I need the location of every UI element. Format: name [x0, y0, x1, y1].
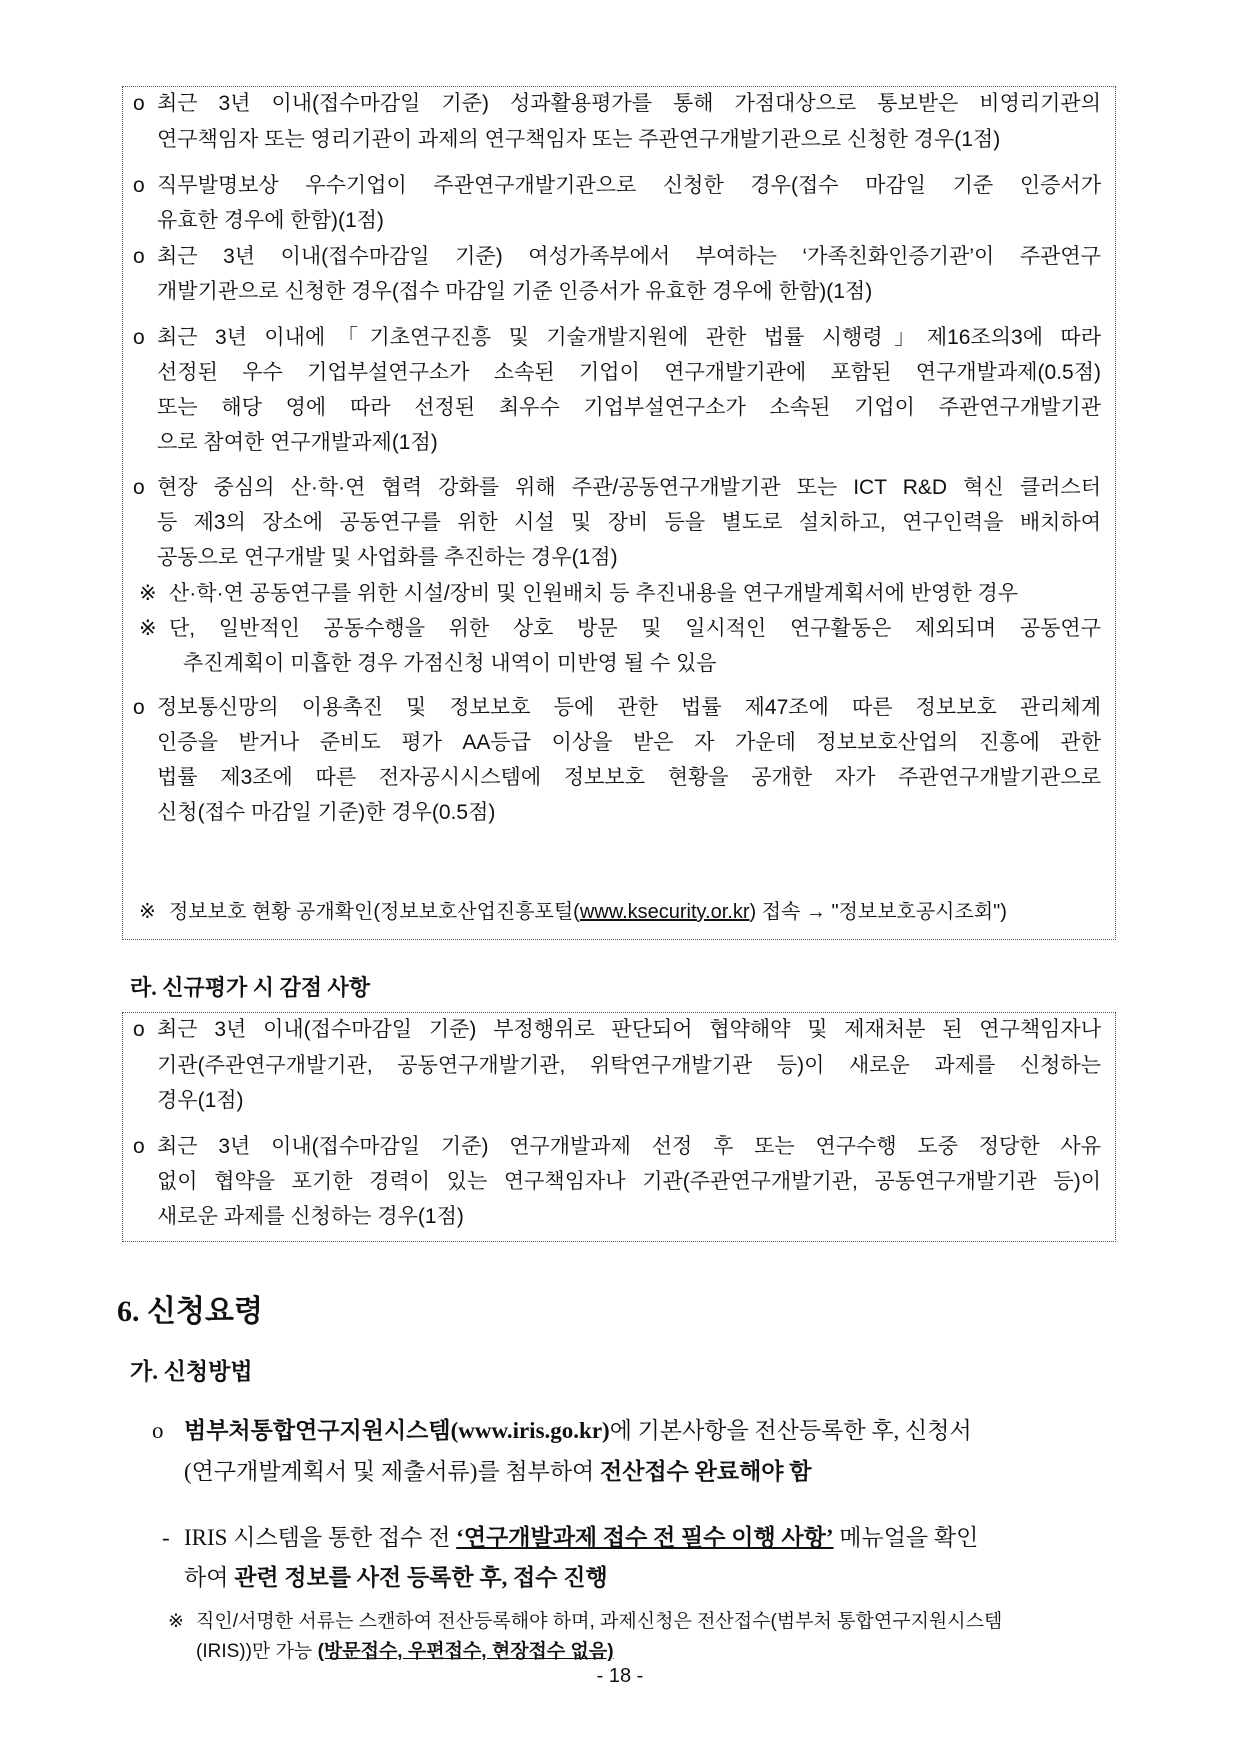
iris-system-name: 범부처통합연구지원시스템(www.iris.go.kr) [184, 1418, 610, 1443]
bullet: o [133, 326, 145, 349]
electronic-submission-required: 전산접수 완료해야 함 [600, 1459, 812, 1484]
line-text: 현장 중심의 산·학·연 협력 강화를 위해 주관/공동연구개발기관 또는 ICT R&D 혁신 클러스터 [157, 476, 1101, 499]
line-text: 경우(1점) [157, 1089, 244, 1112]
pre-registration-note: 관련 정보를 사전 등록한 후, 접수 진행 [234, 1565, 608, 1590]
subsection-ga-title: 가. 신청방법 [130, 1359, 253, 1384]
line-text: 최근 3년 이내(접수마감일 기준) 연구개발과제 선정 후 또는 연구수행 도중 정당한 사유 [157, 1135, 1101, 1158]
page-number: - 18 - [596, 1665, 644, 1687]
penalty-box [122, 1012, 1116, 1242]
line-text: 법률 제3조에 따른 전자공시시스템에 정보보호 현황을 공개한 자가 주관연구개발기관으로 [157, 766, 1101, 789]
line-text: 개발기관으로 신청한 경우(접수 마감일 기준 인증서가 유효한 경우에 한함)(1점) [157, 280, 873, 303]
line-text: 추진계획이 미흡한 경우 가점신청 내역이 미반영 될 수 있음 [183, 652, 717, 675]
line-text: 최근 3년 이내에「기초연구진흥 및 기술개발지원에 관한 법률 시행령」제16조의3에 따라 [157, 326, 1101, 349]
line-text: 기관(주관연구개발기관, 공동연구개발기관, 위탁연구개발기관 등)이 새로운 과제를 신청하는 [157, 1054, 1101, 1077]
line-text: 등 제3의 장소에 공동연구를 위한 시설 및 장비 등을 별도로 설치하고, 연구인력을 배치하여 [157, 511, 1101, 534]
manual-title: ‘연구개발과제 접수 전 필수 이행 사항’ [456, 1525, 834, 1550]
line-text: 최근 3년 이내(접수마감일 기준) 여성가족부에서 부여하는 ‘가족친화인증기관’이 주관연구 [157, 245, 1101, 268]
line-text: 최근 3년 이내(접수마감일 기준) 부정행위로 판단되어 협약해약 및 제재처분 된 연구책임자나 [157, 1018, 1101, 1041]
line-text: 산·학·연 공동연구를 위한 시설/장비 및 인원배치 등 추진내용을 연구개발계획서에 반영한 경우 [169, 582, 1019, 605]
ksecurity-link[interactable]: www.ksecurity.or.kr [579, 901, 750, 923]
line-text: 또는 해당 영에 따라 선정된 최우수 기업부설연구소가 소속된 기업이 주관연구개발기관 [157, 396, 1101, 419]
line-text: 단, 일반적인 공동수행을 위한 상호 방문 및 일시적인 연구활동은 제외되며 공동연구 [169, 617, 1101, 640]
bullet: o [152, 1418, 164, 1443]
bullet: o [133, 174, 145, 197]
line-text: 인증을 받거나 준비도 평가 AA등급 이상을 받은 자 가운데 정보보호산업의 진흥에 관한 [157, 731, 1101, 754]
section-ra-title: 라. 신규평가 시 감점 사항 [130, 975, 371, 1000]
dash-bullet: - [162, 1525, 170, 1550]
line-text: 최근 3년 이내(접수마감일 기준) 성과활용평가를 통해 가점대상으로 통보받은 비영리기관의 [157, 92, 1101, 115]
bullet: o [133, 476, 145, 499]
no-offline-submission: (방문접수, 우편접수, 현장접수 없음) [317, 1641, 614, 1662]
line-text: 정보통신망의 이용촉진 및 정보보호 등에 관한 법률 제47조에 따른 정보보호 관리체계 [157, 696, 1101, 719]
bullet: o [133, 1018, 145, 1041]
line-text: 선정된 우수 기업부설연구소가 소속된 기업이 연구개발기관에 포함된 연구개발과제(0.5점) [157, 361, 1101, 384]
bullet: o [133, 92, 145, 115]
section-6-title: 6. 신청요령 [117, 1295, 263, 1328]
bullet: o [133, 1135, 145, 1158]
line-text: 으로 참여한 연구개발과제(1점) [157, 431, 438, 454]
line-text: 유효한 경우에 한함)(1점) [157, 209, 384, 232]
line-text: 새로운 과제를 신청하는 경우(1점) [157, 1205, 464, 1228]
note-mark: ※ [139, 617, 157, 640]
note-mark: ※ [168, 1611, 184, 1632]
line-text: 신청(접수 마감일 기준)한 경우(0.5점) [157, 801, 496, 824]
line-text: 직무발명보상 우수기업이 주관연구개발기관으로 신청한 경우(접수 마감일 기준 인증서가 [157, 174, 1101, 197]
note-mark: ※ [139, 901, 156, 923]
bonus-points-box: o 최근 3년 이내(접수마감일 기준) 성과활용평가를 통해 가점대상으로 통보받은 비영리기관의 연구책임자 또는 영리기관이 과제의 연구책임자 또는 주관연구개발기관으로 신청한 경우(1점) o 직무발명보상 우수기업이 주관연구개발기관으로 신청한 경우(접수 마감일 기준 인증서가 유효한 경우에 한함)(1점) o 최근 3년 이내(접수마감일 기준) 여성가족부에서 부여하는 ‘가족친화인증기관’이 주관연구 개발기관으로 신청한 경우(접수 마감일 기준 인증서가 유효한 경우에 한함)(1점) o 최근 3년 이내에「기초연구진흥 및 기술개발지원에 관한 법률 시행령」제16조의3에 따라 선정된 우수 기업부설연구소가 소속된 기업이 연구개발기관에 포함된 연구개발과제(0.5점) 또는 해당 영에 따라 선정된 최우수 기업부설연구소가 소속된 기업이 주관연구개발기관 으로 참여한 연구개발과제(1점) o 현장 중심의 산·학·연 협력 강화를 위해 주관/공동연구개발기관 또는 ICT R&D 혁신 클러스터 등 제3의 장소에 공동연구를 위한 시설 및 장비 등을 별도로 설치하고, 연구인력을 배치하여 공동으로 연구개발 및 사업화를 추진하는 경우(1점) ※ 산·학·연 공동연구를 위한 시설/장비 및 인원배치 등 추진내용을 연구개발계획서에 반영한 경우 ※ 단, 일반적인 공동수행을 위한 상호 방문 및 일시적인 연구활동은 제외되며 공동연구 추진계획이 미흡한 경우 가점신청 내역이 미반영 될 수 있음 o 정보통신망의 이용촉진 및 정보보호 등에 관한 법률 제47조에 따른 정보보호 관리체계 인증을 받거나 준비도 평가 AA등급 이상을 받은 자 가운데 정보보호산업의 진흥에 관한 법률 제3조에 따른 전자공시시스템에 정보보호 현황을 공개한 자가 주관연구개발기관으로 신청(접수 마감일 기준)한 경우(0.5점) ※ 정보보호 현황 공개확인(정보보호산업진흥포털(www.ksecurity.or.kr) 접속 → "정보보호공시조회") [122, 86, 1116, 940]
bullet: o [133, 696, 145, 719]
line-text: 없이 협약을 포기한 경력이 있는 연구책임자나 기관(주관연구개발기관, 공동연구개발기관 등)이 [157, 1170, 1101, 1193]
line-text: 연구책임자 또는 영리기관이 과제의 연구책임자 또는 주관연구개발기관으로 신청한 경우(1점) [157, 128, 1001, 151]
note-mark: ※ [139, 582, 157, 605]
bullet: o [133, 245, 145, 268]
line-text: 공동으로 연구개발 및 사업화를 추진하는 경우(1점) [157, 546, 618, 569]
